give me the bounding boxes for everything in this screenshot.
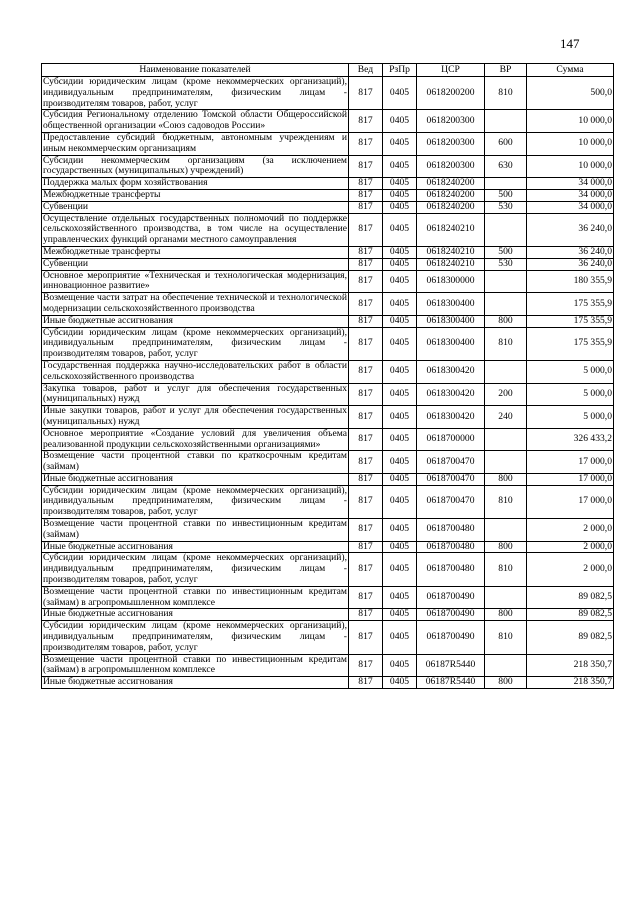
cell-csr: 0618240200 xyxy=(417,189,485,201)
cell-vr xyxy=(485,654,527,677)
table-row xyxy=(42,541,614,553)
cell-sum: 17 000,0 xyxy=(527,473,614,485)
cell-sum: 36 240,0 xyxy=(527,213,614,246)
cell-name: Возмещение части затрат на обеспечение технической и технологической модернизации сельскохозяйственного производства xyxy=(43,292,347,314)
table-row xyxy=(42,519,614,542)
cell-ved: 817 xyxy=(349,293,383,316)
header-sum: Сумма xyxy=(527,64,614,77)
cell-csr: 0618300400 xyxy=(417,293,485,316)
cell-name: Субсидии юридическим лицам (кроме некоммерческих организаций), индивидуальным предпринимателям, физическим лицам - производителям товаров, работ, услуг xyxy=(43,76,347,109)
cell-ved: 817 xyxy=(349,621,383,654)
cell-vr xyxy=(485,110,527,133)
cell-rzpr: 0405 xyxy=(383,654,417,677)
cell-sum: 218 350,7 xyxy=(527,654,614,677)
cell-sum: 34 000,0 xyxy=(527,178,614,190)
cell-ved: 817 xyxy=(349,677,383,689)
cell-csr: 0618300420 xyxy=(417,406,485,429)
cell-rzpr: 0405 xyxy=(383,178,417,190)
table-row xyxy=(42,586,614,609)
cell-rzpr: 0405 xyxy=(383,201,417,213)
cell-rzpr: 0405 xyxy=(383,213,417,246)
cell-name: Возмещение части процентной ставки по инвестиционным кредитам (займам) в агропромышленном комплексе xyxy=(43,585,347,608)
cell-sum: 2 000,0 xyxy=(527,541,614,553)
cell-csr: 0618200300 xyxy=(417,155,485,178)
cell-sum: 10 000,0 xyxy=(527,110,614,133)
cell-rzpr: 0405 xyxy=(383,406,417,429)
cell-vr: 810 xyxy=(485,553,527,586)
cell-vr: 800 xyxy=(485,609,527,621)
table-row xyxy=(42,293,614,316)
cell-rzpr: 0405 xyxy=(383,553,417,586)
cell-ved: 817 xyxy=(349,213,383,246)
cell-csr: 0618300000 xyxy=(417,270,485,293)
table-row xyxy=(42,327,614,360)
cell-rzpr: 0405 xyxy=(383,519,417,542)
table-row xyxy=(42,213,614,246)
cell-name: Государственная поддержка научно-исследовательских работ в области сельскохозяйственного производства xyxy=(43,359,347,382)
header-vr: ВР xyxy=(485,64,527,77)
cell-ved: 817 xyxy=(349,609,383,621)
page-number: 147 xyxy=(560,36,580,51)
cell-csr: 0618240210 xyxy=(417,246,485,258)
cell-rzpr: 0405 xyxy=(383,132,417,155)
cell-csr: 0618240200 xyxy=(417,178,485,190)
cell-rzpr: 0405 xyxy=(383,327,417,360)
cell-rzpr: 0405 xyxy=(383,677,417,689)
table-header-row xyxy=(42,64,614,77)
cell-name: Субвенции xyxy=(42,201,349,213)
cell-ved: 817 xyxy=(349,246,383,258)
cell-sum: 89 082,5 xyxy=(527,586,614,609)
cell-name: Субсидии юридическим лицам (кроме некоммерческих организаций), индивидуальным предпринимателям, физическим лицам - производителям товаров, работ, услуг xyxy=(43,552,347,586)
cell-name: Субсидии некоммерческим организациям (за исключением государственных (муниципальных) учреждений) xyxy=(43,154,347,177)
table-row xyxy=(42,406,614,429)
table-row xyxy=(42,428,614,451)
cell-sum: 34 000,0 xyxy=(527,189,614,201)
cell-rzpr: 0405 xyxy=(383,189,417,201)
cell-vr xyxy=(485,213,527,246)
cell-ved: 817 xyxy=(349,155,383,178)
cell-csr: 0618700490 xyxy=(417,621,485,654)
header-rzpr: РзПр xyxy=(383,64,417,77)
cell-ved: 817 xyxy=(349,110,383,133)
cell-sum: 10 000,0 xyxy=(527,132,614,155)
cell-rzpr: 0405 xyxy=(383,246,417,258)
cell-sum: 500,0 xyxy=(527,77,614,110)
cell-sum: 326 433,2 xyxy=(527,428,614,451)
cell-ved: 817 xyxy=(349,315,383,327)
cell-vr: 600 xyxy=(485,132,527,155)
table-row xyxy=(42,451,614,474)
cell-csr: 0618700470 xyxy=(417,485,485,518)
cell-rzpr: 0405 xyxy=(383,360,417,383)
cell-sum: 5 000,0 xyxy=(527,406,614,429)
cell-name: Субвенции xyxy=(42,258,349,270)
table-row xyxy=(42,315,614,327)
cell-ved: 817 xyxy=(349,201,383,213)
cell-csr: 0618300420 xyxy=(417,360,485,383)
cell-name: Поддержка малых форм хозяйствования xyxy=(42,178,349,190)
cell-vr: 530 xyxy=(485,258,527,270)
cell-name: Межбюджетные трансферты xyxy=(42,246,349,258)
cell-csr: 0618200300 xyxy=(417,132,485,155)
header-name: Наименование показателей xyxy=(42,64,349,77)
cell-vr: 530 xyxy=(485,201,527,213)
cell-rzpr: 0405 xyxy=(383,609,417,621)
cell-vr xyxy=(485,293,527,316)
cell-vr xyxy=(485,428,527,451)
cell-ved: 817 xyxy=(349,654,383,677)
cell-vr xyxy=(485,519,527,542)
cell-name: Субсидии юридическим лицам (кроме некоммерческих организаций), индивидуальным предпринимателям, физическим лицам - производителям товаров, работ, услуг xyxy=(43,484,347,518)
cell-vr xyxy=(485,451,527,474)
cell-sum: 36 240,0 xyxy=(527,258,614,270)
cell-vr xyxy=(485,360,527,383)
cell-rzpr: 0405 xyxy=(383,270,417,293)
cell-ved: 817 xyxy=(349,77,383,110)
cell-csr: 0618300400 xyxy=(417,327,485,360)
cell-vr: 200 xyxy=(485,383,527,406)
table-row xyxy=(42,677,614,689)
cell-name: Закупка товаров, работ и услуг для обеспечения государственных (муниципальных) нужд xyxy=(43,382,347,405)
cell-rzpr: 0405 xyxy=(383,621,417,654)
cell-ved: 817 xyxy=(349,327,383,360)
table-row xyxy=(42,654,614,677)
cell-csr: 0618700490 xyxy=(417,586,485,609)
cell-sum: 175 355,9 xyxy=(527,327,614,360)
cell-ved: 817 xyxy=(349,541,383,553)
cell-ved: 817 xyxy=(349,132,383,155)
table-row xyxy=(42,258,614,270)
cell-rzpr: 0405 xyxy=(383,155,417,178)
cell-ved: 817 xyxy=(349,383,383,406)
cell-rzpr: 0405 xyxy=(383,485,417,518)
table-row xyxy=(42,189,614,201)
table-row xyxy=(42,246,614,258)
cell-ved: 817 xyxy=(349,189,383,201)
cell-sum: 175 355,9 xyxy=(527,293,614,316)
cell-sum: 5 000,0 xyxy=(527,383,614,406)
table-row xyxy=(42,609,614,621)
cell-vr: 810 xyxy=(485,327,527,360)
cell-vr: 630 xyxy=(485,155,527,178)
cell-csr: 0618300400 xyxy=(417,315,485,327)
cell-ved: 817 xyxy=(349,258,383,270)
cell-sum: 89 082,5 xyxy=(527,609,614,621)
cell-sum: 36 240,0 xyxy=(527,246,614,258)
cell-name: Субсидия Региональному отделению Томской области Общероссийской общественной организации «Союз садоводов России» xyxy=(43,109,347,132)
cell-csr: 0618240210 xyxy=(417,213,485,246)
cell-csr: 0618700480 xyxy=(417,519,485,542)
cell-csr: 0618240200 xyxy=(417,201,485,213)
cell-vr xyxy=(485,270,527,293)
cell-csr: 0618700480 xyxy=(417,553,485,586)
table-row xyxy=(42,110,614,133)
cell-sum: 180 355,9 xyxy=(527,270,614,293)
cell-sum: 17 000,0 xyxy=(527,485,614,518)
cell-name: Возмещение части процентной ставки по инвестиционным кредитам (займам) в агропромышленном комплексе xyxy=(43,653,347,676)
cell-name: Иные бюджетные ассигнования xyxy=(42,609,349,621)
cell-csr: 0618700480 xyxy=(417,541,485,553)
table-row xyxy=(42,270,614,293)
cell-rzpr: 0405 xyxy=(383,293,417,316)
cell-ved: 817 xyxy=(349,553,383,586)
cell-sum: 175 355,9 xyxy=(527,315,614,327)
cell-csr: 06187R5440 xyxy=(417,677,485,689)
table-row xyxy=(42,132,614,155)
cell-vr xyxy=(485,178,527,190)
cell-name: Иные бюджетные ассигнования xyxy=(42,473,349,485)
cell-vr: 800 xyxy=(485,541,527,553)
cell-sum: 89 082,5 xyxy=(527,621,614,654)
table-row xyxy=(42,485,614,518)
table-row xyxy=(42,201,614,213)
cell-name: Осуществление отдельных государственных полномочий по поддержке сельскохозяйственного производства, в том числе на осуществление управленческих функций органами местного самоуправления xyxy=(43,212,347,246)
cell-sum: 2 000,0 xyxy=(527,519,614,542)
cell-csr: 0618200200 xyxy=(417,77,485,110)
cell-ved: 817 xyxy=(349,519,383,542)
cell-ved: 817 xyxy=(349,270,383,293)
cell-csr: 0618700470 xyxy=(417,451,485,474)
cell-sum: 218 350,7 xyxy=(527,677,614,689)
cell-csr: 0618700470 xyxy=(417,473,485,485)
cell-csr: 0618700490 xyxy=(417,609,485,621)
cell-csr: 0618300420 xyxy=(417,383,485,406)
cell-sum: 2 000,0 xyxy=(527,553,614,586)
cell-vr: 800 xyxy=(485,473,527,485)
cell-rzpr: 0405 xyxy=(383,258,417,270)
cell-name: Иные закупки товаров, работ и услуг для обеспечения государственных (муниципальных) нужд xyxy=(43,405,347,427)
cell-name: Иные бюджетные ассигнования xyxy=(42,315,349,327)
cell-rzpr: 0405 xyxy=(383,428,417,451)
cell-rzpr: 0405 xyxy=(383,315,417,327)
cell-vr: 800 xyxy=(485,315,527,327)
cell-rzpr: 0405 xyxy=(383,541,417,553)
cell-ved: 817 xyxy=(349,473,383,485)
cell-ved: 817 xyxy=(349,485,383,518)
cell-sum: 10 000,0 xyxy=(527,155,614,178)
cell-ved: 817 xyxy=(349,406,383,429)
cell-name: Субсидии юридическим лицам (кроме некоммерческих организаций), индивидуальным предпринимателям, физическим лицам - производителям товаров, работ, услуг xyxy=(43,620,347,653)
cell-ved: 817 xyxy=(349,451,383,474)
cell-rzpr: 0405 xyxy=(383,586,417,609)
cell-name: Иные бюджетные ассигнования xyxy=(42,677,349,689)
cell-name: Возмещение части процентной ставки по краткосрочным кредитам (займам) xyxy=(43,450,347,473)
table-row xyxy=(42,473,614,485)
cell-name: Основное мероприятие «Создание условий для увеличения объема реализованной продукции сельскохозяйственными организациями» xyxy=(43,427,347,450)
cell-vr: 800 xyxy=(485,677,527,689)
cell-sum: 17 000,0 xyxy=(527,451,614,474)
table-row xyxy=(42,77,614,110)
cell-rzpr: 0405 xyxy=(383,473,417,485)
cell-vr: 240 xyxy=(485,406,527,429)
cell-name: Субсидии юридическим лицам (кроме некоммерческих организаций), индивидуальным предпринимателям, физическим лицам - производителям товаров, работ, услуг xyxy=(43,326,347,360)
cell-ved: 817 xyxy=(349,586,383,609)
cell-vr xyxy=(485,586,527,609)
cell-ved: 817 xyxy=(349,178,383,190)
cell-csr: 0618700000 xyxy=(417,428,485,451)
table-row xyxy=(42,155,614,178)
cell-sum: 5 000,0 xyxy=(527,360,614,383)
cell-csr: 0618200300 xyxy=(417,110,485,133)
cell-rzpr: 0405 xyxy=(383,383,417,406)
cell-sum: 34 000,0 xyxy=(527,201,614,213)
cell-vr: 810 xyxy=(485,485,527,518)
table-row xyxy=(42,360,614,383)
table-row xyxy=(42,178,614,190)
cell-name: Иные бюджетные ассигнования xyxy=(42,541,349,553)
header-csr: ЦСР xyxy=(417,64,485,77)
cell-vr: 810 xyxy=(485,77,527,110)
cell-name: Возмещение части процентной ставки по инвестиционным кредитам (займам) xyxy=(43,518,347,540)
cell-name: Межбюджетные трансферты xyxy=(42,189,349,201)
table-row xyxy=(42,553,614,586)
budget-table xyxy=(41,63,614,689)
cell-vr: 500 xyxy=(485,189,527,201)
cell-vr: 810 xyxy=(485,621,527,654)
cell-vr: 500 xyxy=(485,246,527,258)
cell-name: Основное мероприятие «Техническая и технологическая модернизация, инновационное развитие» xyxy=(43,269,347,292)
cell-rzpr: 0405 xyxy=(383,451,417,474)
cell-csr: 0618240210 xyxy=(417,258,485,270)
table-row xyxy=(42,383,614,406)
table-row xyxy=(42,621,614,654)
cell-ved: 817 xyxy=(349,428,383,451)
cell-rzpr: 0405 xyxy=(383,77,417,110)
cell-rzpr: 0405 xyxy=(383,110,417,133)
cell-ved: 817 xyxy=(349,360,383,383)
cell-csr: 06187R5440 xyxy=(417,654,485,677)
cell-name: Предоставление субсидий бюджетным, автономным учреждениям и иным некоммерческим организациям xyxy=(43,131,347,154)
header-ved: Вед xyxy=(349,64,383,77)
